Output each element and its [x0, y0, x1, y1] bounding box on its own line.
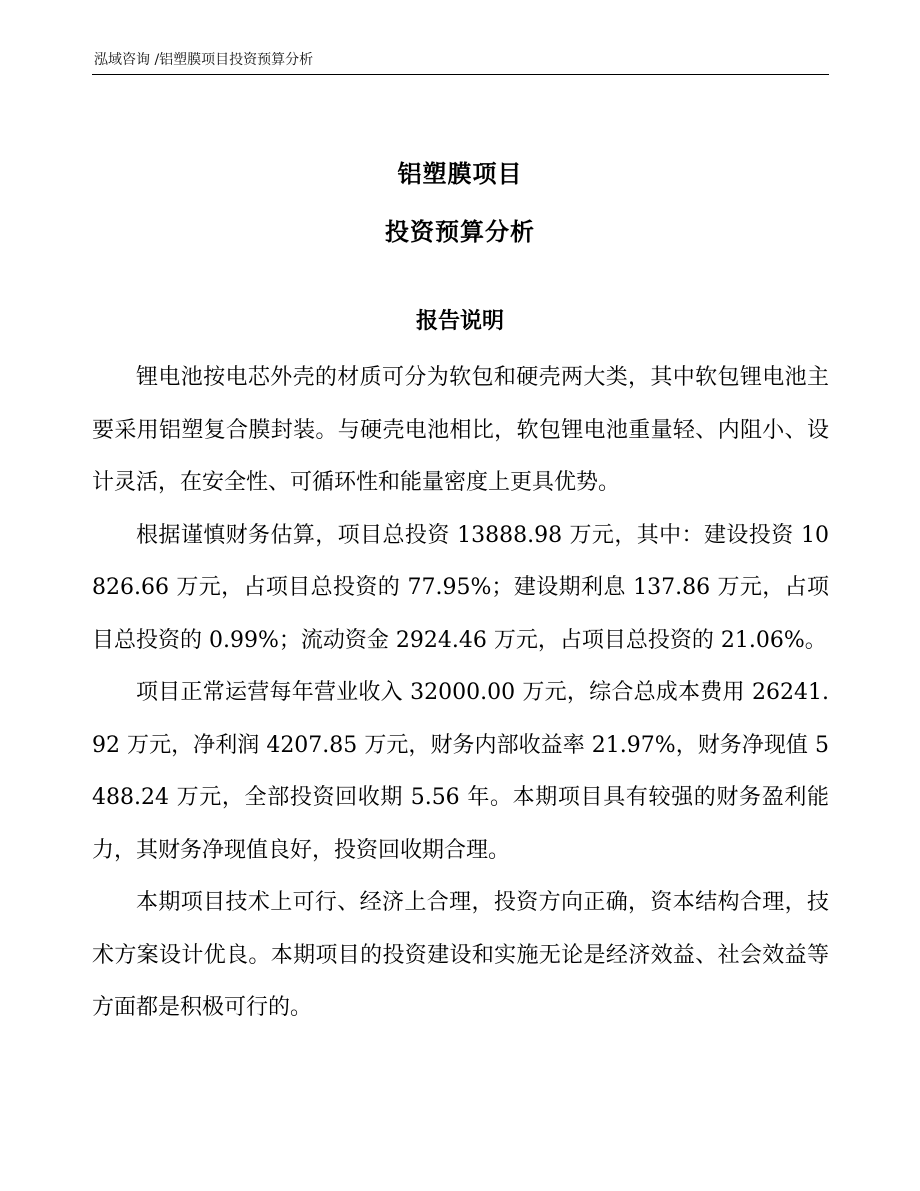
- paragraph-operations: 项目正常运营每年营业收入 32000.00 万元，综合总成本费用 26241.92 万元，净利润 4207.85 万元，财务内部收益率 21.97%，财务净现值 5488.24 万元，全部投资回收期 5.56 年。本期项目具有较强的财务盈利能力，其财务净现值良好，投资回收期合理。: [92, 680, 829, 863]
- paragraph-investment: 根据谨慎财务估算，项目总投资 13888.98 万元，其中：建设投资 10826.66 万元，占项目总投资的 77.95%；建设期利息 137.86 万元，占项目总投资的 0.99%；流动资金 2924.46 万元，占项目总投资的 21.06%。: [92, 522, 829, 653]
- paragraph-intro: 锂电池按电芯外壳的材质可分为软包和硬壳两大类，其中软包锂电池主要采用铝塑复合膜封装。与硬壳电池相比，软包锂电池重量轻、内阻小、设计灵活，在安全性、可循环性和能量密度上更具优势。: [92, 365, 829, 495]
- section-heading: 报告说明: [415, 309, 504, 334]
- paragraph-conclusion: 本期项目技术上可行、经济上合理，投资方向正确，资本结构合理，技术方案设计优良。本期项目的投资建设和实施无论是经济效益、社会效益等方面都是积极可行的。: [92, 890, 829, 1020]
- report-body: [92, 352, 829, 1035]
- running-header: 泓域咨询 /铝塑膜项目投资预算分析: [94, 52, 314, 68]
- document-title: 铝塑膜项目: [397, 160, 523, 188]
- document-subtitle: 投资预算分析: [385, 218, 535, 246]
- header-divider: [92, 74, 829, 75]
